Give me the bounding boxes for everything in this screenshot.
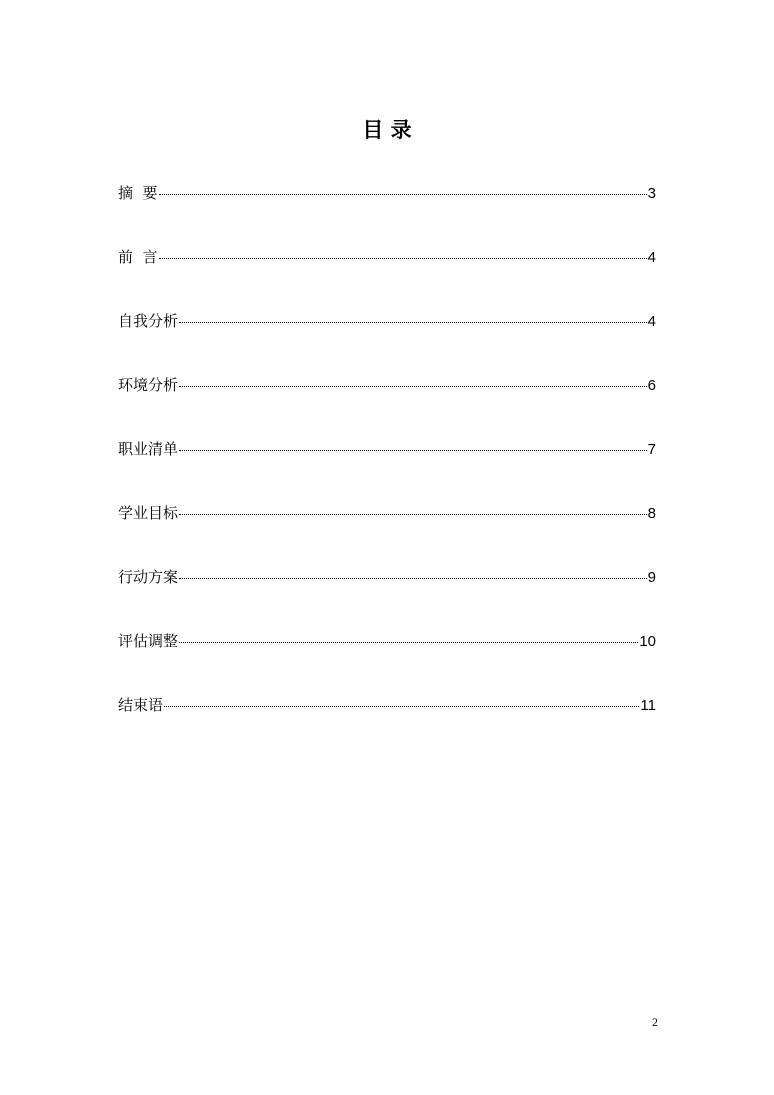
toc-list bbox=[118, 182, 656, 758]
toc-title: 目 录 bbox=[362, 118, 412, 142]
toc-dot-leader bbox=[179, 514, 647, 515]
toc-entry-page: 7 bbox=[647, 441, 656, 458]
toc-entry-label: 职业清单 bbox=[118, 440, 179, 458]
toc-entry-label: 行动方案 bbox=[118, 568, 179, 586]
toc-dot-leader bbox=[179, 386, 647, 387]
toc-entry-label: 环境分析 bbox=[118, 376, 179, 394]
toc-entry-page: 4 bbox=[647, 313, 656, 330]
toc-dot-leader bbox=[179, 450, 647, 451]
toc-entry[interactable] bbox=[118, 502, 656, 566]
toc-dot-leader bbox=[179, 642, 638, 643]
toc-dot-leader bbox=[179, 322, 647, 323]
toc-entry[interactable] bbox=[118, 310, 656, 374]
toc-entry[interactable] bbox=[118, 182, 656, 246]
toc-entry-label: 评估调整 bbox=[118, 632, 179, 650]
toc-entry-label: 摘 要 bbox=[118, 184, 158, 202]
toc-entry-page: 8 bbox=[647, 505, 656, 522]
toc-entry[interactable] bbox=[118, 246, 656, 310]
toc-dot-leader bbox=[159, 258, 647, 259]
toc-entry-page: 9 bbox=[647, 569, 656, 586]
page-number: 2 bbox=[652, 1015, 658, 1029]
toc-entry-label: 自我分析 bbox=[118, 312, 179, 330]
toc-entry[interactable] bbox=[118, 566, 656, 630]
toc-entry[interactable] bbox=[118, 630, 656, 694]
toc-entry-page: 11 bbox=[640, 697, 656, 714]
toc-entry[interactable] bbox=[118, 694, 656, 758]
toc-entry-label: 结束语 bbox=[118, 696, 164, 714]
toc-entry[interactable] bbox=[118, 438, 656, 502]
toc-entry-page: 10 bbox=[639, 633, 656, 650]
toc-entry-page: 4 bbox=[647, 249, 656, 266]
toc-entry-page: 3 bbox=[647, 185, 656, 202]
toc-entry-page: 6 bbox=[647, 377, 656, 394]
toc-dot-leader bbox=[159, 194, 647, 195]
toc-entry[interactable] bbox=[118, 374, 656, 438]
toc-dot-leader bbox=[164, 706, 639, 707]
toc-entry-label: 前 言 bbox=[118, 248, 158, 266]
toc-dot-leader bbox=[179, 578, 647, 579]
toc-entry-label: 学业目标 bbox=[118, 504, 179, 522]
